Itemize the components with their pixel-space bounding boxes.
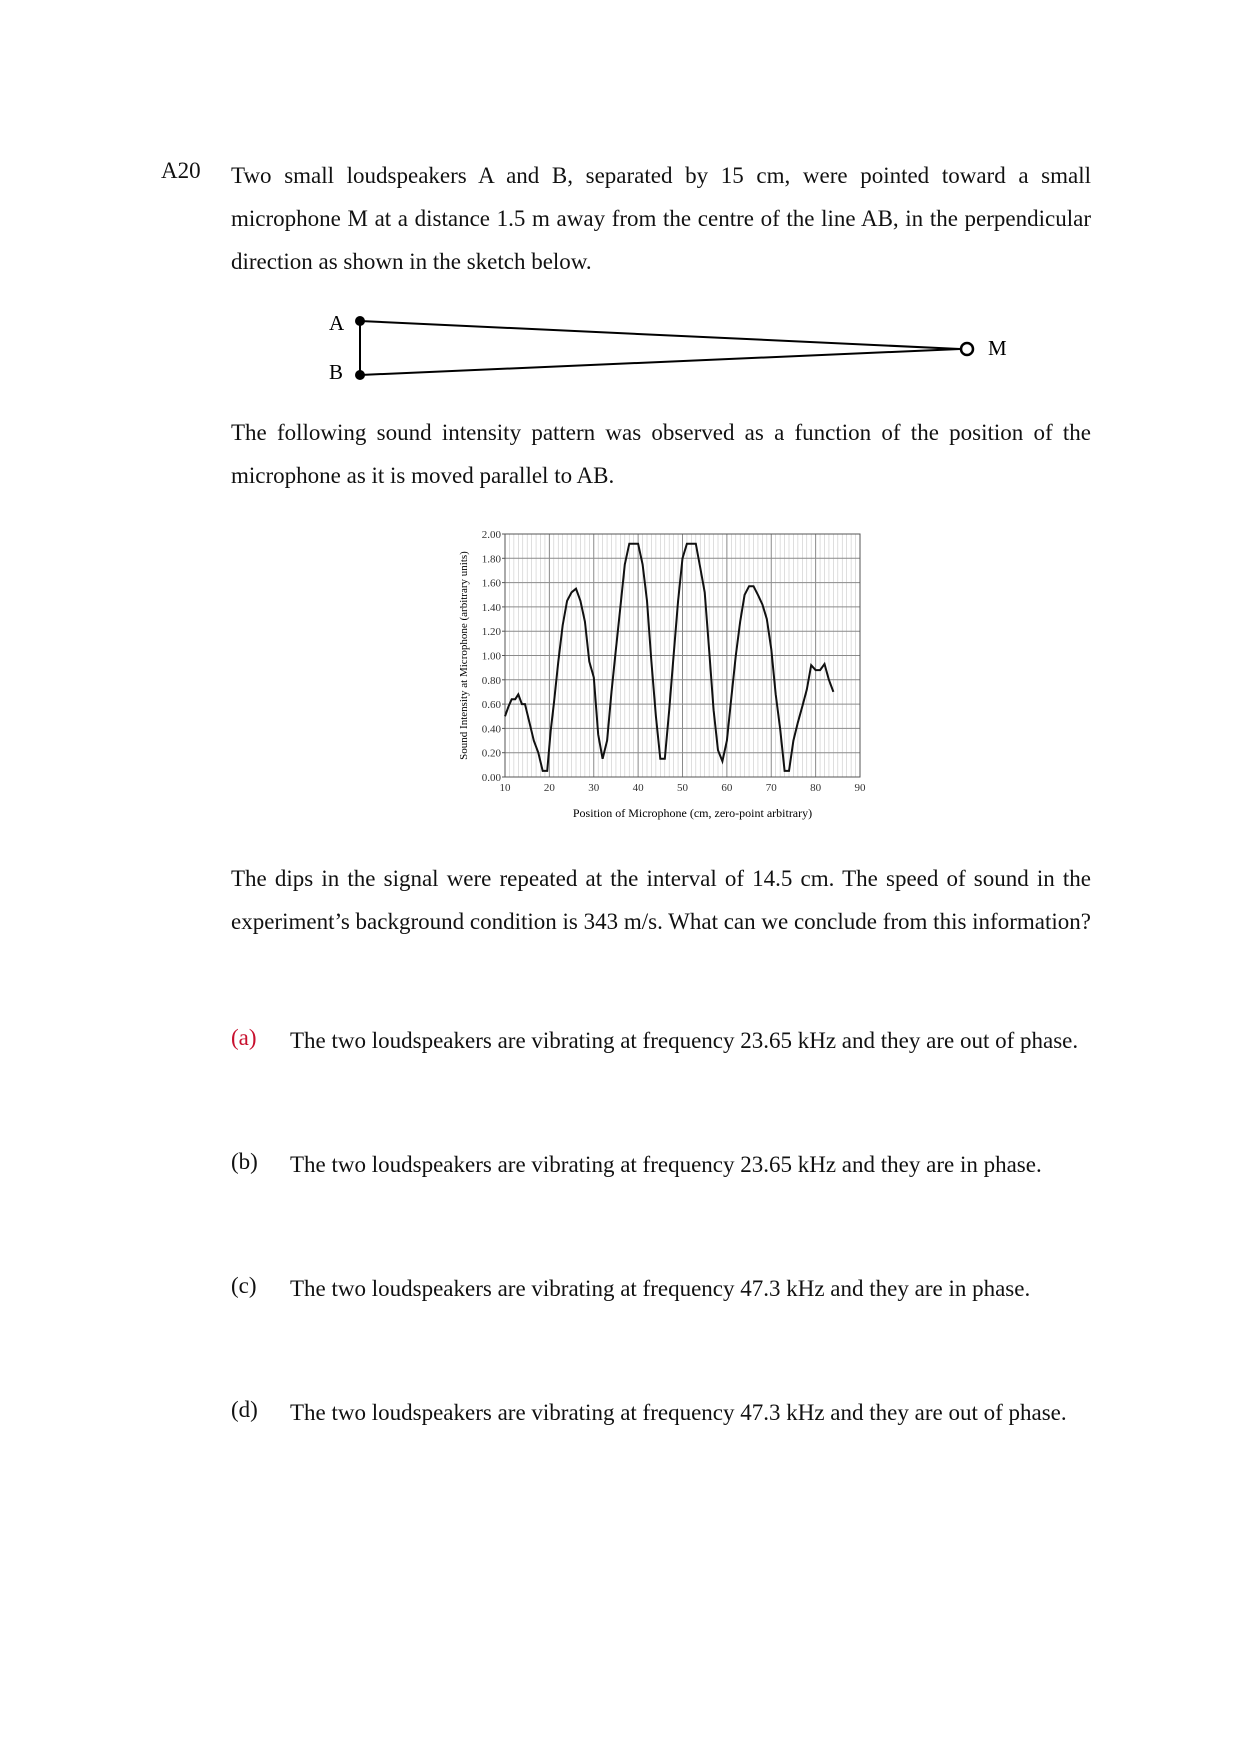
label-a: A (329, 311, 345, 335)
x-tick-label: 90 (854, 782, 866, 794)
speaker-a-dot (355, 316, 365, 326)
label-b: B (329, 360, 344, 384)
x-tick-label: 60 (721, 782, 733, 794)
x-tick-label: 20 (543, 782, 555, 794)
chart-y-label: Sound Intensity at Microphone (arbitrary units) (458, 551, 470, 760)
x-tick-label: 50 (677, 782, 688, 794)
question-intro: Two small loudspeakers A and B, separated by 15 cm, were pointed toward a small microphone M at a distance 1.5 m away from the centre of the line AB, in the perpendicular direction as shown in the sketch below. (231, 163, 1091, 274)
x-tick-label: 30 (588, 782, 600, 794)
chart-x-label: Position of Microphone (cm, zero-point arbitrary) (572, 806, 813, 820)
y-tick-label: 0.40 (481, 723, 501, 736)
loudspeaker-sketch (0, 0, 1241, 400)
x-tick-label: 80 (810, 782, 822, 794)
question-number: A20 (161, 158, 201, 183)
option-d-label: (d) (231, 1397, 258, 1422)
option-d-text: The two loudspeakers are vibrating at frequency 47.3 kHz and they are out of phase. (290, 1400, 1067, 1425)
y-tick-label: 1.80 (481, 553, 501, 566)
y-tick-label: 0.20 (481, 747, 501, 760)
option-b-label: (b) (231, 1149, 258, 1174)
y-tick-label: 1.20 (481, 626, 501, 639)
y-tick-label: 1.00 (481, 650, 501, 663)
a-to-m-line (360, 321, 960, 349)
pattern-text: The following sound intensity pattern was observed as a function of the position of the microphone as it is moved parallel to AB. (231, 420, 1091, 488)
x-tick-label: 40 (632, 782, 644, 794)
option-c-text: The two loudspeakers are vibrating at frequency 47.3 kHz and they are in phase. (290, 1276, 1031, 1301)
option-c-label: (c) (231, 1273, 257, 1298)
b-to-m-line (360, 349, 960, 375)
given-info-text: The dips in the signal were repeated at the interval of 14.5 cm. The speed of sound in the experiment’s background condition is 343 m/s. What can we conclude from this information? (231, 866, 1091, 934)
option-b-text: The two loudspeakers are vibrating at frequency 23.65 kHz and they are in phase. (290, 1152, 1042, 1177)
option-a-label: (a) (231, 1025, 257, 1050)
y-tick-label: 2.00 (481, 529, 501, 541)
y-tick-label: 1.40 (481, 601, 501, 614)
y-tick-label: 0.00 (481, 772, 501, 784)
x-tick-label: 10 (499, 782, 511, 794)
speaker-b-dot (355, 370, 365, 380)
x-tick-label: 70 (765, 782, 777, 794)
y-tick-label: 1.60 (481, 577, 501, 590)
label-m: M (988, 336, 1007, 360)
y-tick-label: 0.80 (481, 674, 501, 687)
option-a-text: The two loudspeakers are vibrating at frequency 23.65 kHz and they are out of phase. (290, 1028, 1079, 1053)
intensity-chart (440, 520, 880, 830)
y-tick-label: 0.60 (481, 699, 501, 712)
microphone-m-circle (961, 343, 973, 355)
